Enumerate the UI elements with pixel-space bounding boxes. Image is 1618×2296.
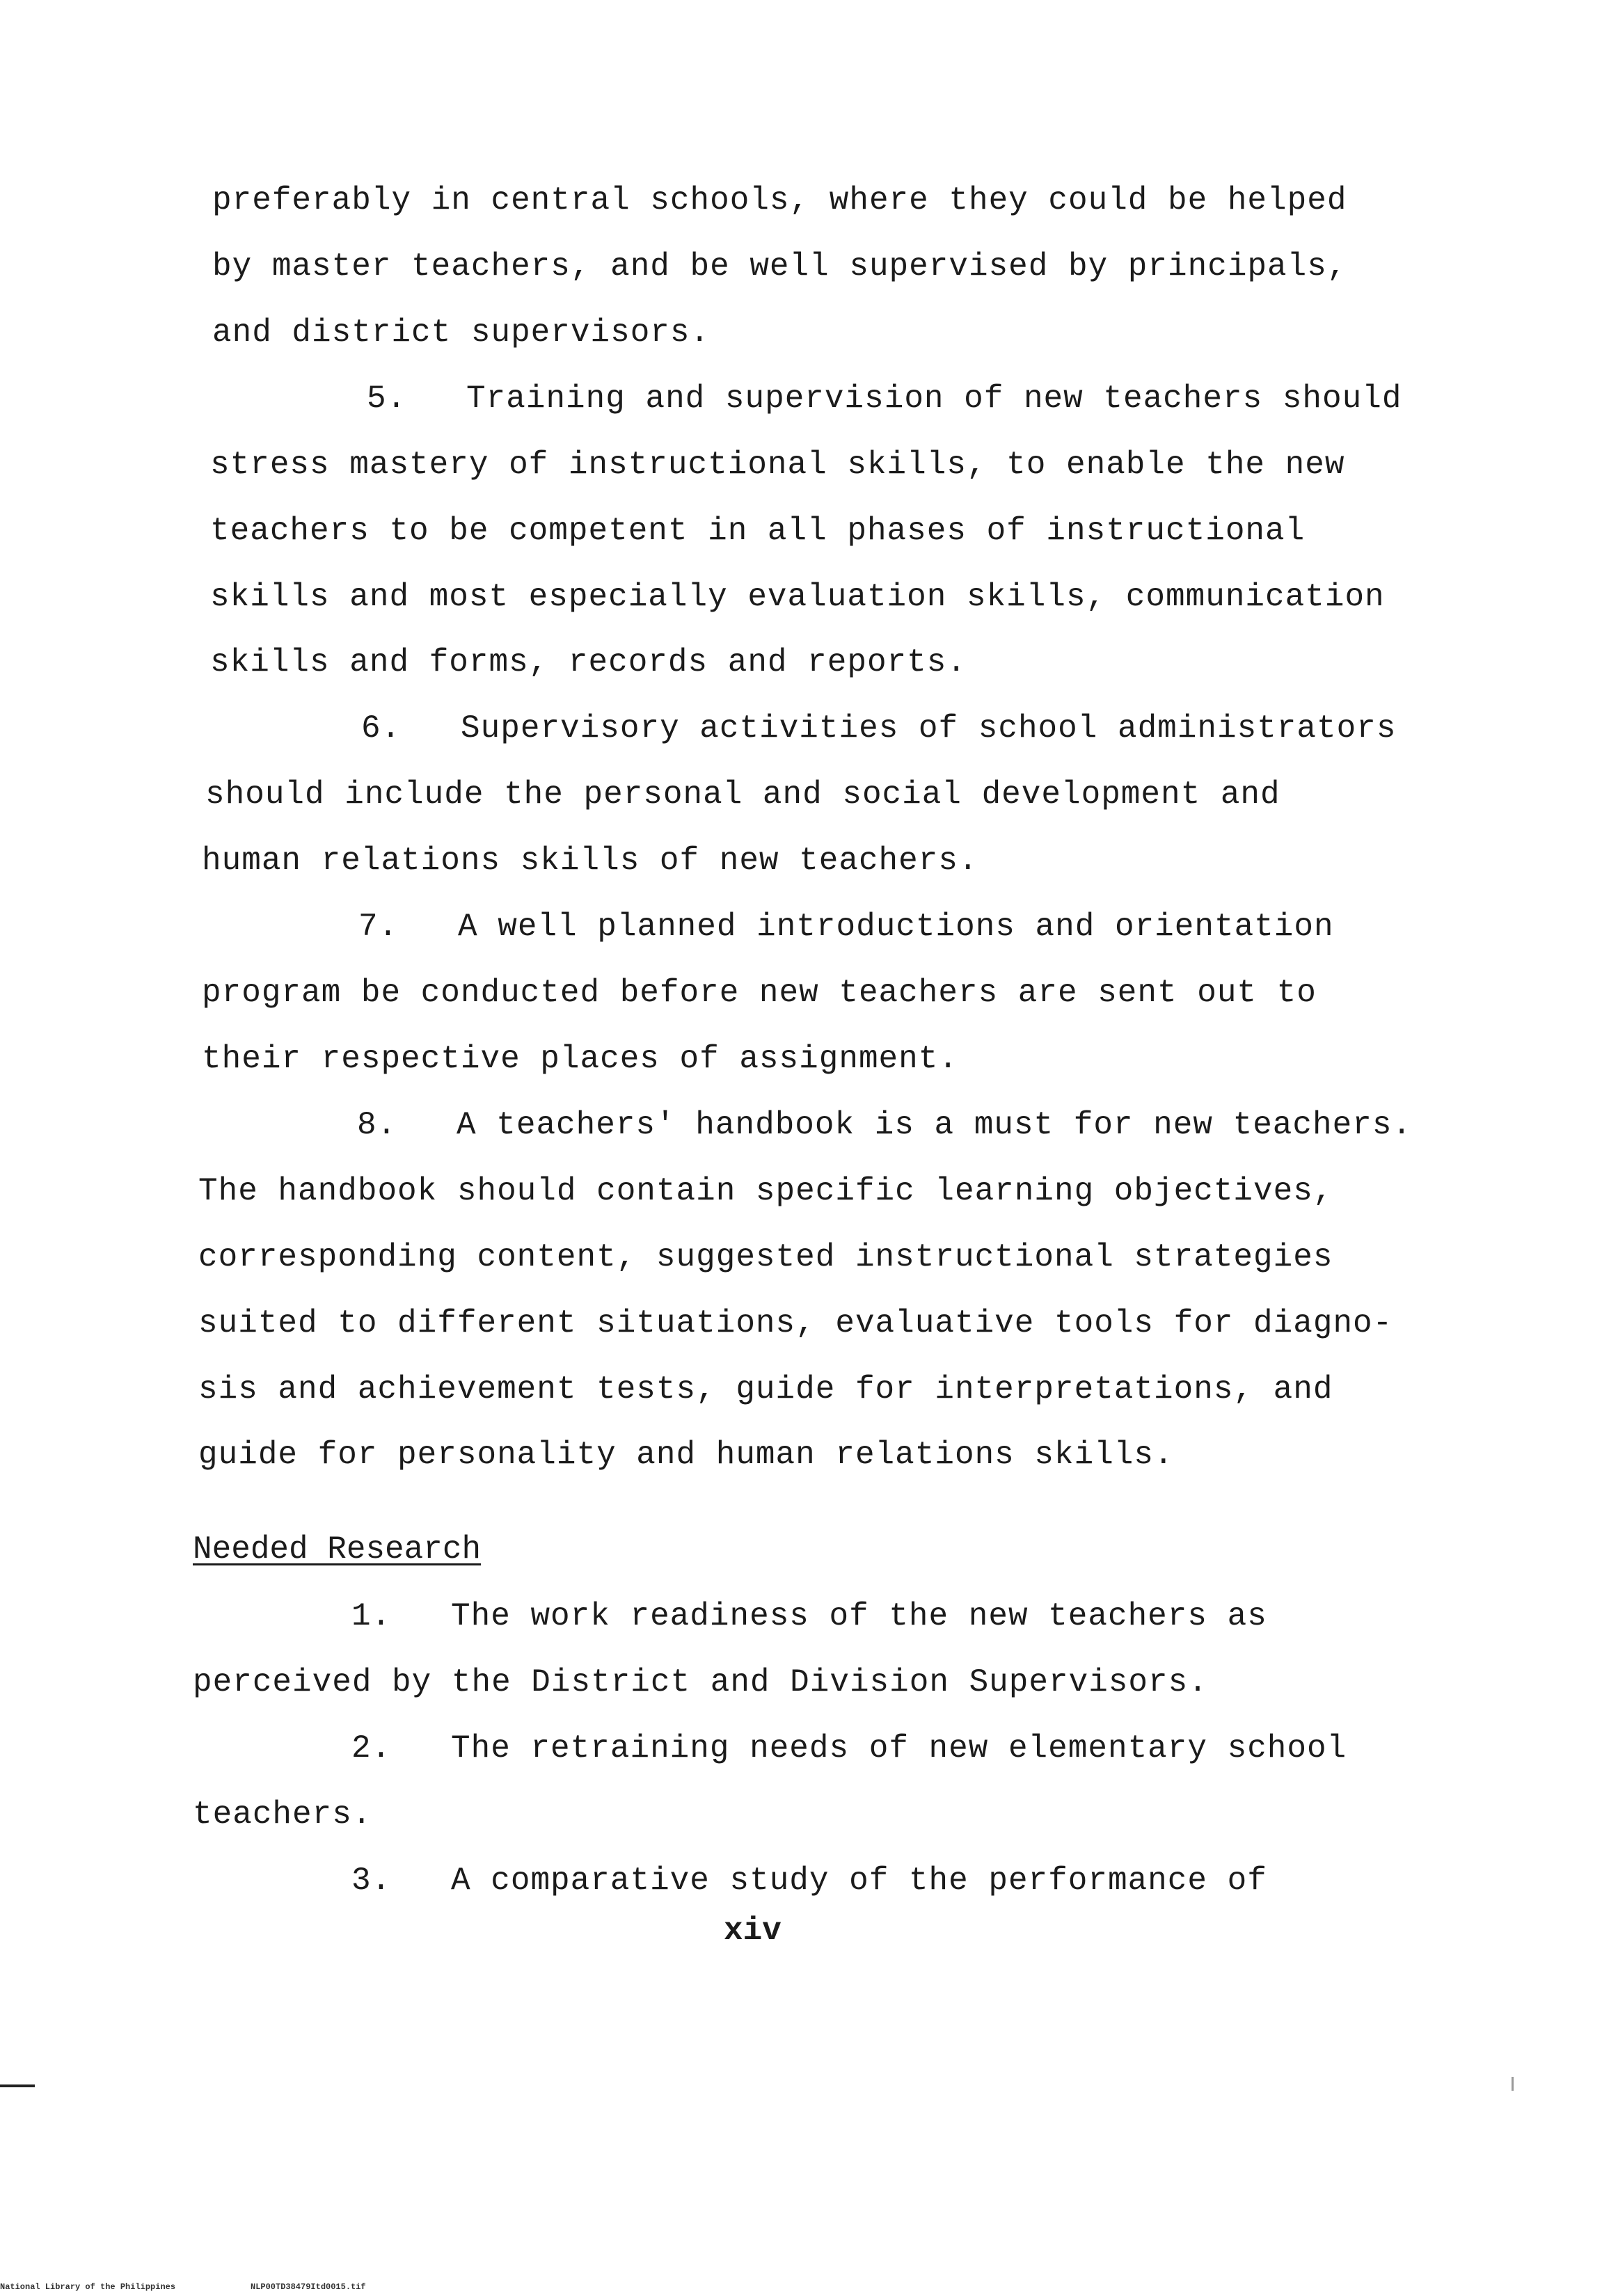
text-line: sis and achievement tests, guide for interpretations, and (198, 1371, 1333, 1408)
text-line: should include the personal and social development and (205, 776, 1280, 813)
text-line: skills and forms, records and reports. (210, 644, 967, 680)
text-line: preferably in central schools, where they could be helped (212, 182, 1347, 218)
text-line: teachers to be competent in all phases of instructional (210, 513, 1306, 549)
footer-library: National Library of the Philippines (0, 2282, 176, 2292)
text-line: teachers. (193, 1796, 372, 1833)
text-line: their respective places of assignment. (202, 1041, 958, 1077)
research-1-line: 1. The work readiness of the new teachers as (351, 1598, 1267, 1634)
research-3-line: 3. A comparative study of the performance of (351, 1863, 1267, 1899)
item-8-line: 8. A teachers' handbook is a must for new teachers. (357, 1107, 1413, 1143)
page-number: xiv (724, 1913, 782, 1949)
section-heading: Needed Research (193, 1531, 482, 1568)
text-line: program be conducted before new teachers are sent out to (202, 975, 1317, 1011)
scan-edge-mark (0, 2084, 35, 2087)
text-line: guide for personality and human relations skills. (198, 1437, 1174, 1473)
scan-edge-dot (1512, 2077, 1514, 2091)
text-line: perceived by the District and Division Supervisors. (193, 1664, 1208, 1700)
text-line: by master teachers, and be well supervised by principals, (212, 248, 1347, 285)
footer-filename: NLP00TD38479Itd0015.tif (251, 2282, 366, 2292)
text-line: corresponding content, suggested instructional strategies (198, 1239, 1333, 1275)
text-line: and district supervisors. (212, 314, 711, 351)
item-6-line: 6. Supervisory activities of school administrators (361, 710, 1397, 747)
text-line: suited to different situations, evaluative tools for diagno- (198, 1305, 1393, 1341)
text-line: The handbook should contain specific learning objectives, (198, 1173, 1333, 1209)
text-line: skills and most especially evaluation skills, communication (210, 579, 1385, 615)
text-line: stress mastery of instructional skills, to enable the new (210, 447, 1345, 483)
text-line: human relations skills of new teachers. (202, 843, 978, 879)
research-2-line: 2. The retraining needs of new elementary school (351, 1730, 1347, 1767)
item-5-line: 5. Training and supervision of new teachers should (367, 381, 1402, 417)
item-7-line: 7. A well planned introductions and orientation (358, 909, 1334, 945)
